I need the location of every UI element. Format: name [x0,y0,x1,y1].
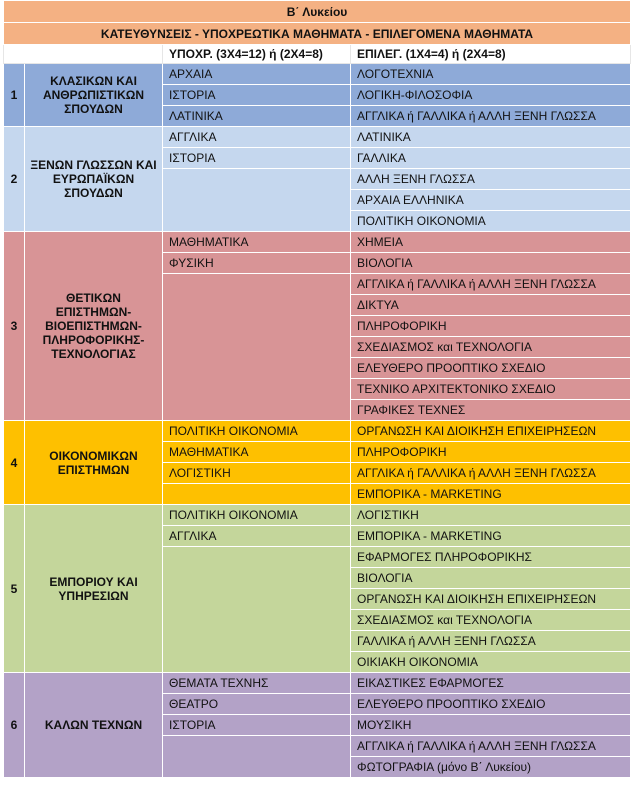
elective-subject: ΟΡΓΑΝΩΣΗ ΚΑΙ ΔΙΟΙΚΗΣΗ ΕΠΙΧΕΙΡΗΣΕΩΝ [351,421,631,442]
group-number: 4 [4,421,25,505]
mandatory-subject: ΜΑΘΗΜΑΤΙΚΑ [163,442,351,463]
mandatory-subject: ΘΕΑΤΡΟ [163,694,351,715]
elective-subject: ΕΦΑΡΜΟΓΕΣ ΠΛΗΡΟΦΟΡΙΚΗΣ [351,547,631,568]
elective-subject: ΒΙΟΛΟΓΙΑ [351,568,631,589]
elective-subject: ΕΛΕΥΘΕΡΟ ΠΡΟΟΠΤΙΚΟ ΣΧΕΔΙΟ [351,694,631,715]
mandatory-empty-cell [163,484,351,505]
title-row [4,1,631,23]
group-name: ΚΛΑΣΙΚΩΝ ΚΑΙ ΑΝΘΡΩΠΙΣΤΙΚΩΝ ΣΠΟΥΔΩΝ [25,64,163,127]
mandatory-subject: ΜΑΘΗΜΑΤΙΚΑ [163,232,351,253]
group-6-row [4,673,631,694]
mandatory-subject: ΑΓΓΛΙΚΑ [163,526,351,547]
mandatory-subject: ΙΣΤΟΡΙΑ [163,715,351,736]
mandatory-subject: ΑΡΧΑΙΑ [163,64,351,85]
page-title: Β΄ Λυκείου [4,1,631,23]
elective-subject: ΔΙΚΤΥΑ [351,295,631,316]
elective-subject: ΧΗΜΕΙΑ [351,232,631,253]
elective-subject: ΕΙΚΑΣΤΙΚΕΣ ΕΦΑΡΜΟΓΕΣ [351,673,631,694]
elective-subject: ΟΙΚΙΑΚΗ ΟΙΚΟΝΟΜΙΑ [351,652,631,673]
elective-subject: ΣΧΕΔΙΑΣΜΟΣ και ΤΕΧΝΟΛΟΓΙΑ [351,610,631,631]
elective-subject: ΑΓΓΛΙΚΑ ή ΓΑΛΛΙΚΑ ή ΑΛΛΗ ΞΕΝΗ ΓΛΩΣΣΑ [351,736,631,757]
mandatory-empty-cell [163,547,351,673]
group-number: 5 [4,505,25,673]
elective-subject: ΛΟΓΟΤΕΧΝΙΑ [351,64,631,85]
group-5-row [4,505,631,526]
table-subtitle: ΚΑΤΕΥΘΥΝΣΕΙΣ - ΥΠΟΧΡΕΩΤΙΚΑ ΜΑΘΗΜΑΤΑ - ΕΠΙΛΕΓΟΜΕΝΑ ΜΑΘΗΜΑΤΑ [4,23,631,45]
elective-subject: ΑΡΧΑΙΑ ΕΛΛΗΝΙΚΑ [351,190,631,211]
elective-subject: ΠΛΗΡΟΦΟΡΙΚΗ [351,316,631,337]
elective-subject: ΒΙΟΛΟΓΙΑ [351,253,631,274]
elective-subject: ΑΓΓΛΙΚΑ ή ΓΑΛΛΙΚΑ ή ΑΛΛΗ ΞΕΝΗ ΓΛΩΣΣΑ [351,274,631,295]
group-1-row [4,64,631,85]
group-3-row [4,232,631,253]
group-4-row [4,421,631,442]
elective-subject: ΑΓΓΛΙΚΑ ή ΓΑΛΛΙΚΑ ή ΑΛΛΗ ΞΕΝΗ ΓΛΩΣΣΑ [351,463,631,484]
elective-subject: ΕΜΠΟΡΙΚΑ - MARKETING [351,526,631,547]
elective-subject: ΜΟΥΣΙΚΗ [351,715,631,736]
header-blank-cell [4,45,163,64]
mandatory-subject: ΑΓΓΛΙΚΑ [163,127,351,148]
elective-subject: ΛΟΓΙΣΤΙΚΗ [351,505,631,526]
group-number: 6 [4,673,25,778]
mandatory-column-header: ΥΠΟΧΡ. (3Χ4=12) ή (2Χ4=8) [163,45,351,64]
elective-subject: ΓΡΑΦΙΚΕΣ ΤΕΧΝΕΣ [351,400,631,421]
mandatory-subject: ΙΣΤΟΡΙΑ [163,148,351,169]
group-name: ΚΑΛΩΝ ΤΕΧΝΩΝ [25,673,163,778]
elective-subject: ΑΓΓΛΙΚΑ ή ΓΑΛΛΙΚΑ ή ΑΛΛΗ ΞΕΝΗ ΓΛΩΣΣΑ [351,106,631,127]
subtitle-row [4,23,631,45]
group-number: 1 [4,64,25,127]
elective-subject: ΑΛΛΗ ΞΕΝΗ ΓΛΩΣΣΑ [351,169,631,190]
mandatory-empty-cell [163,274,351,421]
elective-subject: ΛΟΓΙΚΗ-ΦΙΛΟΣΟΦΙΑ [351,85,631,106]
mandatory-subject: ΘΕΜΑΤΑ ΤΕΧΝΗΣ [163,673,351,694]
group-name: ΘΕΤΙΚΩΝ ΕΠΙΣΤΗΜΩΝ-ΒΙΟΕΠΙΣΤΗΜΩΝ-ΠΛΗΡΟΦΟΡΙΚΗΣ-ΤΕΧΝΟΛΟΓΙΑΣ [25,232,163,421]
mandatory-empty-cell [163,736,351,778]
elective-subject: ΦΩΤΟΓΡΑΦΙΑ (μόνο Β΄ Λυκείου) [351,757,631,778]
mandatory-subject: ΛΟΓΙΣΤΙΚΗ [163,463,351,484]
group-name: ΞΕΝΩΝ ΓΛΩΣΣΩΝ ΚΑΙ ΕΥΡΩΠΑΪΚΩΝ ΣΠΟΥΔΩΝ [25,127,163,232]
group-number: 2 [4,127,25,232]
elective-subject: ΣΧΕΔΙΑΣΜΟΣ και ΤΕΧΝΟΛΟΓΙΑ [351,337,631,358]
mandatory-subject: ΦΥΣΙΚΗ [163,253,351,274]
elective-subject: ΕΛΕΥΘΕΡΟ ΠΡΟΟΠΤΙΚΟ ΣΧΕΔΙΟ [351,358,631,379]
elective-subject: ΟΡΓΑΝΩΣΗ ΚΑΙ ΔΙΟΙΚΗΣΗ ΕΠΙΧΕΙΡΗΣΕΩΝ [351,589,631,610]
elective-subject: ΠΛΗΡΟΦΟΡΙΚΗ [351,442,631,463]
elective-column-header: ΕΠΙΛΕΓ. (1Χ4=4) ή (2Χ4=8) [351,45,631,64]
group-name: ΟΙΚΟΝΟΜΙΚΩΝ ΕΠΙΣΤΗΜΩΝ [25,421,163,505]
elective-subject: ΠΟΛΙΤΙΚΗ ΟΙΚΟΝΟΜΙΑ [351,211,631,232]
group-2-row [4,127,631,148]
group-number: 3 [4,232,25,421]
group-name: ΕΜΠΟΡΙΟΥ ΚΑΙ ΥΠΗΡΕΣΙΩΝ [25,505,163,673]
elective-subject: ΤΕΧΝΙΚΟ ΑΡΧΙΤΕΚΤΟΝΙΚΟ ΣΧΕΔΙΟ [351,379,631,400]
mandatory-subject: ΠΟΛΙΤΙΚΗ ΟΙΚΟΝΟΜΙΑ [163,421,351,442]
elective-subject: ΓΑΛΛΙΚΑ [351,148,631,169]
mandatory-subject: ΛΑΤΙΝΙΚΑ [163,106,351,127]
elective-subject: ΕΜΠΟΡΙΚΑ - MARKETING [351,484,631,505]
elective-subject: ΛΑΤΙΝΙΚΑ [351,127,631,148]
mandatory-subject: ΙΣΤΟΡΙΑ [163,85,351,106]
elective-subject: ΓΑΛΛΙΚΑ ή ΑΛΛΗ ΞΕΝΗ ΓΛΩΣΣΑ [351,631,631,652]
mandatory-empty-cell [163,169,351,232]
mandatory-subject: ΠΟΛΙΤΙΚΗ ΟΙΚΟΝΟΜΙΑ [163,505,351,526]
column-header-row [4,45,631,64]
lyceum-subjects-table [3,0,631,778]
